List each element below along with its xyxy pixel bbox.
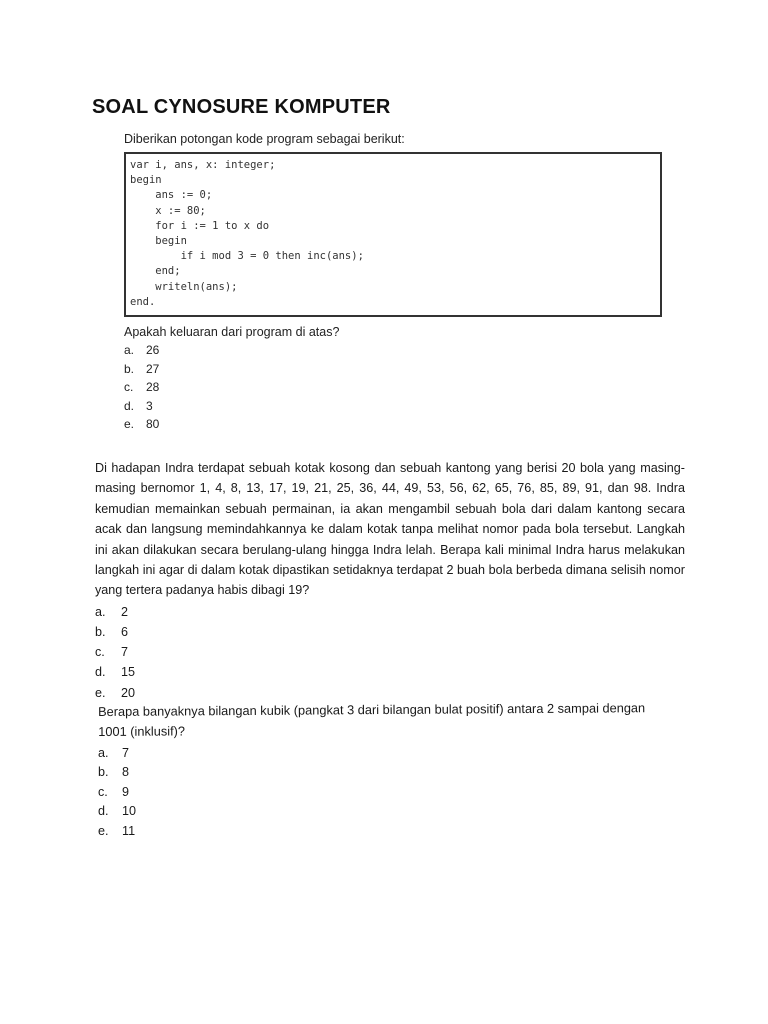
question-2-text: Di hadapan Indra terdapat sebuah kotak kosong dan sebuah kantong yang berisi 20 bola yang masing-masing bernomor 1, 4, 8, 13, 17, 19, 21, 25, 36, 44, 49, 53, 56, 62, 65, 76, 85, 89, 91, dan 98. Indra kemudian memainkan sebuah permainan, ia akan mengambil sebuah bola dari dalam kantong secara acak dan langsung memindahkannya ke dalam kotak tanpa melihat nomor pada bola tersebut. Langkah ini akan dilakukan secara berulang-ulang hingga Indra lelah. Berapa kali minimal Indra harus melakukan langkah ini agar di dalam kotak dipastikan setidaknya terdapat 2 buah bola berbeda dimana selisih nomor yang tertera padanya habis dibagi 19? xyxy=(95,461,685,598)
option-a xyxy=(98,744,658,763)
code-block xyxy=(130,158,654,310)
option-letter: c. xyxy=(95,645,105,660)
option-text: 9 xyxy=(122,784,130,799)
option-text: 6 xyxy=(121,625,129,640)
code-line: ans := 0; xyxy=(130,189,213,202)
code-box xyxy=(124,152,662,317)
option-text: 7 xyxy=(121,645,129,660)
option-d xyxy=(95,662,685,682)
code-line: for i := 1 to x do xyxy=(130,219,270,232)
option-letter: b. xyxy=(95,625,106,640)
code-line: x := 80; xyxy=(130,204,206,217)
option-e xyxy=(124,415,684,434)
option-text: 15 xyxy=(121,665,136,680)
option-letter: c. xyxy=(124,380,134,395)
option-e xyxy=(98,822,658,841)
option-letter: a. xyxy=(124,343,135,358)
question-1-prompt: Apakah keluaran dari program di atas? xyxy=(124,325,340,340)
question-3 xyxy=(98,702,658,841)
question-1 xyxy=(124,130,684,434)
question-1-intro: Diberikan potongan kode program sebagai berikut: xyxy=(124,132,405,146)
code-line: begin xyxy=(130,235,187,248)
option-d xyxy=(98,802,658,821)
code-line: end. xyxy=(130,295,156,308)
question-1-options xyxy=(124,341,684,434)
code-line: end; xyxy=(130,265,181,278)
option-a xyxy=(95,602,685,622)
page-title: SOAL CYNOSURE KOMPUTER xyxy=(92,96,391,118)
option-d xyxy=(124,397,684,416)
question-3-options xyxy=(98,744,658,841)
option-letter: b. xyxy=(124,361,135,376)
option-b xyxy=(98,763,658,782)
option-text: 2 xyxy=(121,604,129,619)
option-c xyxy=(124,378,684,397)
option-text: 27 xyxy=(146,361,160,376)
option-letter: a. xyxy=(98,746,109,760)
option-text: 11 xyxy=(122,823,136,838)
option-letter: e. xyxy=(95,685,106,700)
option-text: 26 xyxy=(146,343,160,358)
option-letter: b. xyxy=(98,765,109,780)
option-c xyxy=(95,642,685,662)
option-text: 28 xyxy=(146,380,160,395)
option-letter: c. xyxy=(98,784,108,799)
option-letter: e. xyxy=(124,417,135,432)
option-letter: d. xyxy=(124,398,135,413)
option-text: 80 xyxy=(146,417,160,432)
option-text: 3 xyxy=(146,398,153,413)
option-a xyxy=(124,341,684,360)
question-2-options xyxy=(95,602,685,703)
option-letter: e. xyxy=(98,823,109,838)
option-letter: d. xyxy=(98,804,109,819)
option-letter: a. xyxy=(95,604,106,619)
option-c xyxy=(98,783,658,802)
option-b xyxy=(124,360,684,379)
option-b xyxy=(95,622,685,642)
option-text: 7 xyxy=(122,746,130,760)
option-text: 10 xyxy=(122,804,137,819)
question-2 xyxy=(95,458,685,703)
code-line: var i, ans, x: integer; xyxy=(130,159,276,171)
code-line: writeln(ans); xyxy=(130,280,238,293)
option-letter: d. xyxy=(95,665,106,680)
code-line: if i mod 3 = 0 then inc(ans); xyxy=(130,250,364,263)
code-line: begin xyxy=(130,174,162,187)
question-3-text: Berapa banyaknya bilangan kubik (pangkat 3 dari bilangan bulat positif) antara 2 sampai dengan 1001 (inklusif)? xyxy=(98,700,646,739)
option-text: 20 xyxy=(121,685,136,700)
option-text: 8 xyxy=(122,765,130,780)
